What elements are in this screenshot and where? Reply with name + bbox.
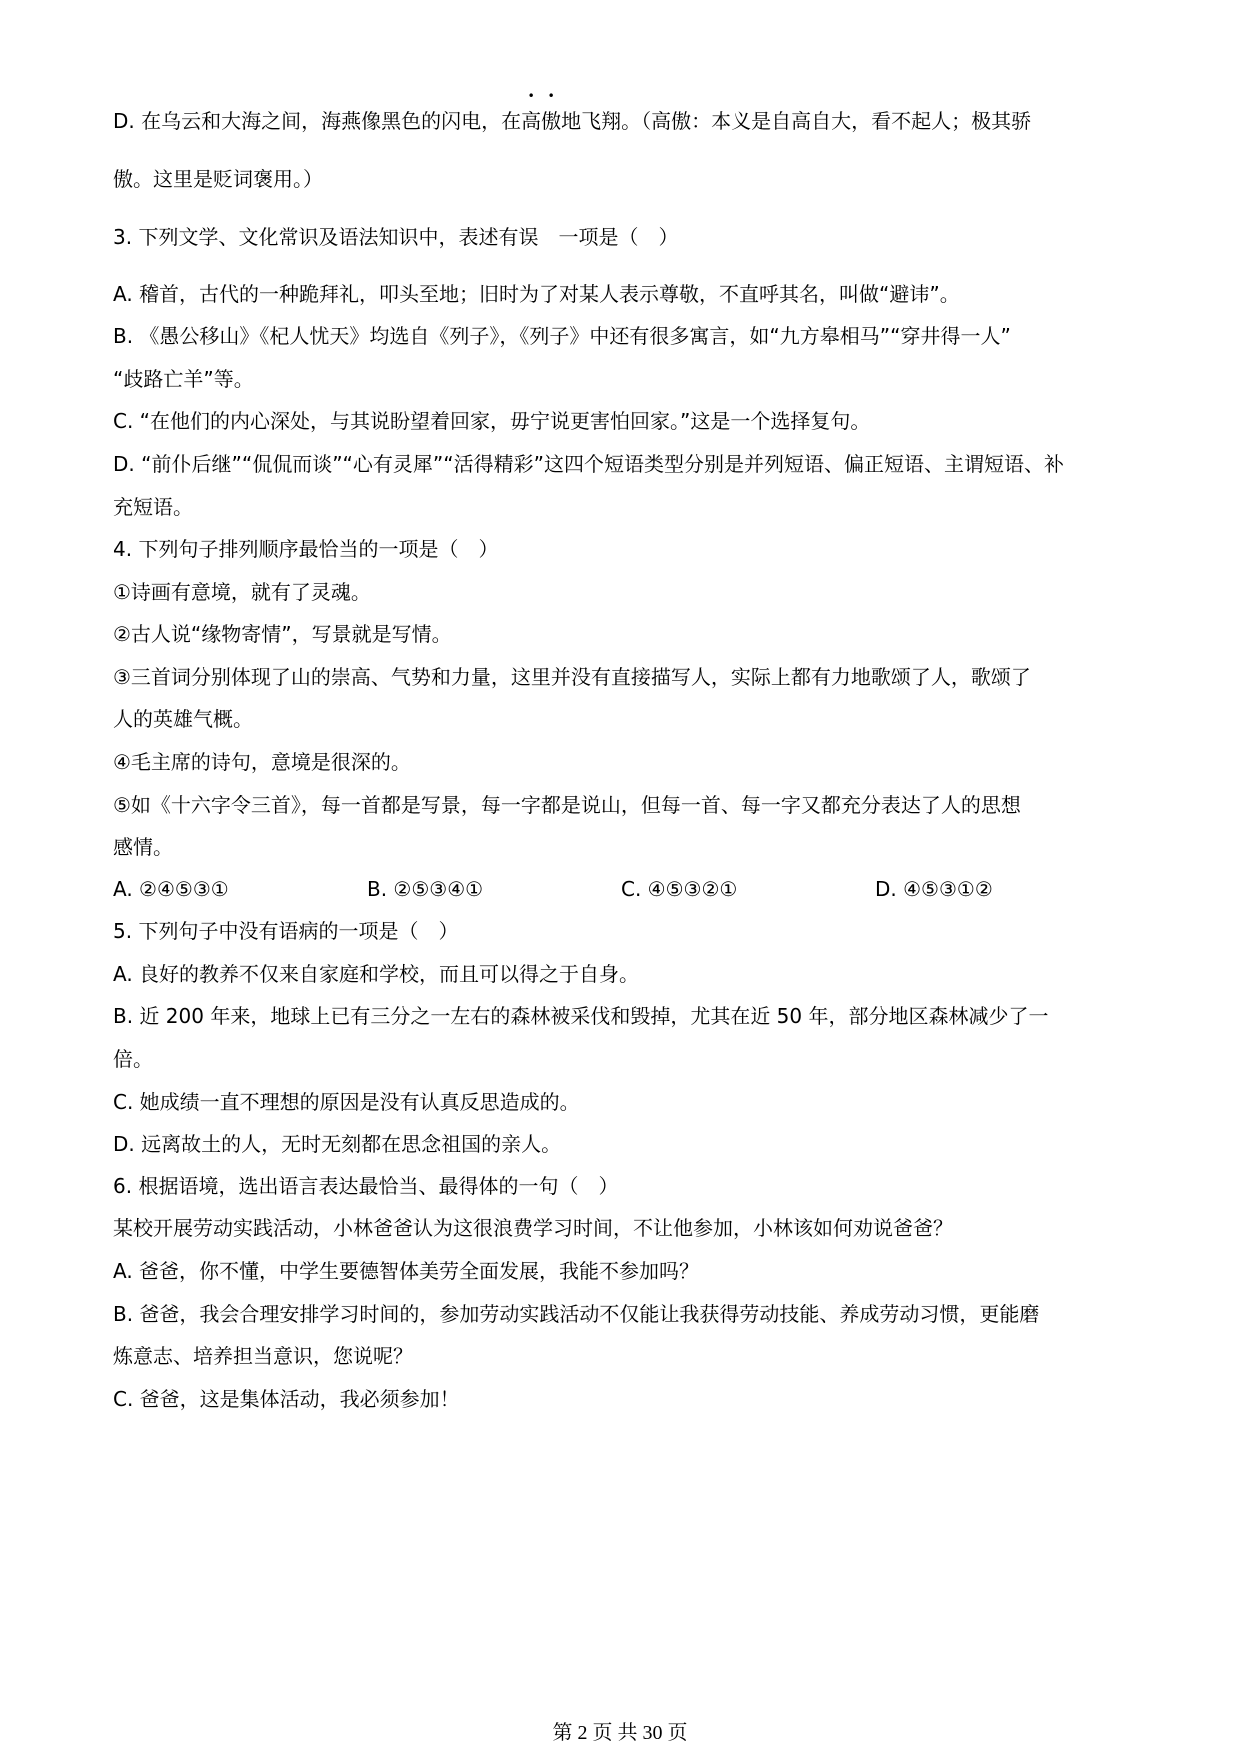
q6-stem: 6. 根据语境，选出语言表达最恰当、最得体的一句（ ） bbox=[113, 1174, 619, 1198]
q3-option-d-line1: D. “前仆后继”“侃侃而谈”“心有灵犀”“活得精彩”这四个短语类型分别是并列短语、偏正短语、主谓短语、补 bbox=[113, 452, 1065, 476]
q2-option-d-line1 bbox=[113, 108, 1031, 134]
q4-choice-c: C. ④⑤③②① bbox=[621, 877, 738, 901]
q4-sentence-5-line1: ⑤如《十六字令三首》，每一首都是写景，每一字都是说山，但每一首、每一字又都充分表达了人的思想 bbox=[113, 793, 1021, 817]
q5-option-a: A. 良好的教养不仅来自家庭和学校，而且可以得之于自身。 bbox=[113, 962, 640, 986]
q4-choice-b: B. ②⑤③④① bbox=[367, 877, 484, 901]
q4-sentence-4: ④毛主席的诗句，意境是很深的。 bbox=[113, 750, 411, 774]
emphasis-char: 傲 bbox=[541, 109, 562, 133]
q4-sentence-2: ②古人说“缘物寄情”，写景就是写情。 bbox=[113, 622, 452, 646]
q5-stem: 5. 下列句子中没有语病的一项是（ ） bbox=[113, 919, 459, 943]
q3-option-b-line1: B. 《愚公移山》《杞人忧天》均选自《列子》，《列子》中还有很多寓言，如“九方皋相马”“穿井得一人” bbox=[113, 324, 1011, 348]
q6-option-a: A. 爸爸，你不懂，中学生要德智体美劳全面发展，我能不参加吗？ bbox=[113, 1259, 700, 1283]
q5-option-c: C. 她成绩一直不理想的原因是没有认真反思造成的。 bbox=[113, 1090, 580, 1114]
q6-option-b-line2: 炼意志、培养担当意识，您说呢？ bbox=[113, 1344, 413, 1368]
q6-option-b-line1: B. 爸爸，我会合理安排学习时间的，参加劳动实践活动不仅能让我获得劳动技能、养成劳动习惯，更能磨 bbox=[113, 1302, 1040, 1326]
q6-option-c: C. 爸爸，这是集体活动，我必须参加！ bbox=[113, 1387, 460, 1411]
q4-sentence-5-line2: 感情。 bbox=[113, 835, 173, 859]
q3-option-b-line2: “歧路亡羊”等。 bbox=[113, 367, 254, 391]
q6-context: 某校开展劳动实践活动，小林爸爸认为这很浪费学习时间，不让他参加，小林该如何劝说爸爸？ bbox=[113, 1216, 953, 1240]
q4-sentence-3-line1: ③三首词分别体现了山的崇高、气势和力量，这里并没有直接描写人，实际上都有力地歌颂了人，歌颂了 bbox=[113, 665, 1031, 689]
q5-option-b-line2: 倍。 bbox=[113, 1047, 153, 1071]
q3-option-d-line2: 充短语。 bbox=[113, 495, 193, 519]
emphasis-char: 高 bbox=[521, 109, 542, 133]
q2-option-d-suffix: 地飞翔。（高傲：本义是自高自大，看不起人；极其骄 bbox=[561, 109, 1032, 133]
q4-choice-a: A. ②④⑤③① bbox=[113, 877, 229, 901]
q5-option-b-line1: B. 近 200 年来，地球上已有三分之一左右的森林被采伐和毁掉，尤其在近 50 年，部分地区森林减少了一 bbox=[113, 1004, 1049, 1028]
q4-stem: 4. 下列句子排列顺序最恰当的一项是（ ） bbox=[113, 537, 499, 561]
q3-option-a: A. 稽首，古代的一种跪拜礼，叩头至地；旧时为了对某人表示尊敬，不直呼其名，叫做“避讳”。 bbox=[113, 282, 960, 306]
q4-sentence-1: ①诗画有意境，就有了灵魂。 bbox=[113, 580, 371, 604]
q4-sentence-3-line2: 人的英雄气概。 bbox=[113, 707, 253, 731]
q2-option-d-prefix: D. 在乌云和大海之间，海燕像黑色的闪电，在 bbox=[113, 109, 522, 133]
q4-choice-d: D. ④⑤③①② bbox=[875, 877, 993, 901]
q5-option-d: D. 远离故土的人，无时无刻都在思念祖国的亲人。 bbox=[113, 1132, 562, 1156]
q3-option-c: C. “在他们的内心深处，与其说盼望着回家，毋宁说更害怕回家。”这是一个选择复句。 bbox=[113, 409, 871, 433]
page-number-footer: 第 2 页 共 30 页 bbox=[552, 1722, 688, 1744]
q2-option-d-line2: 傲。这里是贬词褒用。） bbox=[113, 167, 323, 191]
q3-stem: 3. 下列文学、文化常识及语法知识中，表述有误 一项是（ ） bbox=[113, 225, 679, 249]
